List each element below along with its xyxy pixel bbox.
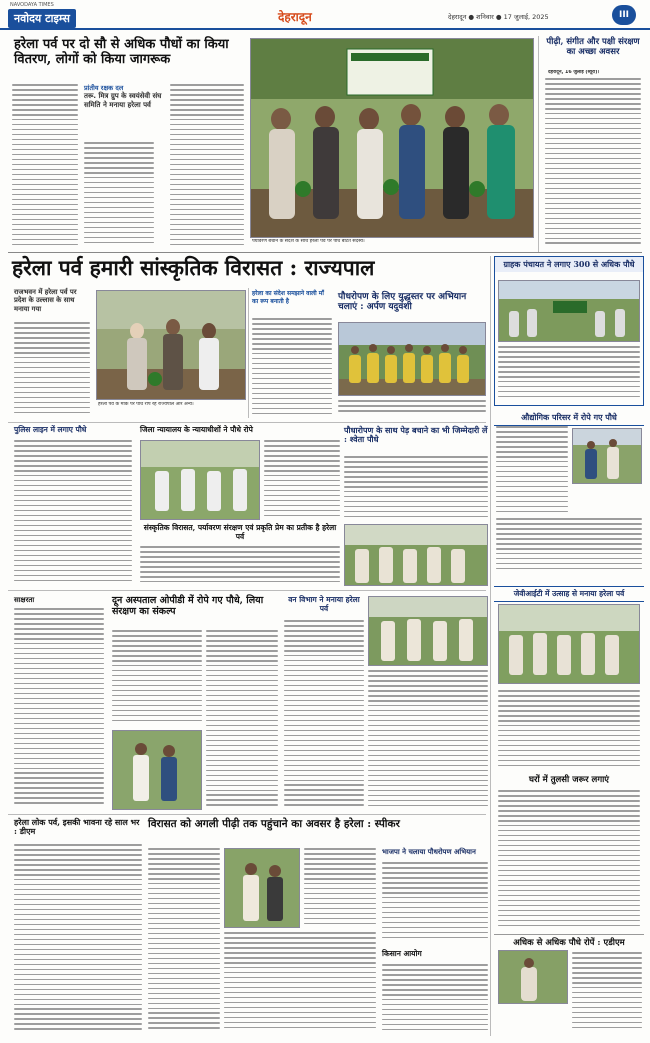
mid-rule [8, 422, 486, 423]
lead-col3 [252, 318, 332, 418]
right-box-1-body [498, 346, 640, 402]
lead-mid-kicker: हरेला का संदेश समझाने वाली माँ का रूप बनाती है [252, 290, 324, 305]
right-box-4-body [498, 790, 640, 930]
kishan-headline: किसान आयोग [382, 949, 422, 958]
harela-lok-headline: हरेला लोक पर्व, इसकी भावना रहे साल भर : डीएम [14, 817, 140, 837]
right-box-5-photo [498, 950, 568, 1004]
edition-title: देहरादून [278, 10, 312, 24]
kishan-body [382, 964, 488, 1034]
right-box-4-title: घरों में तुलसी जरूर लगाएं [528, 775, 610, 785]
story1-caption: पर्यावरण बचाने के संदेश के साथ हरेला पर्व पर पौधे बांटते सदस्य। [252, 239, 365, 244]
sidebar-rule [490, 256, 491, 1036]
mid-rule-3 [8, 814, 486, 815]
lead-col1 [14, 322, 90, 418]
doon-photo [112, 730, 202, 810]
bhajpa-body [382, 862, 488, 946]
sub-body [338, 400, 486, 418]
right-box-5-body [572, 952, 642, 1032]
column-rule [538, 36, 539, 252]
jila-body [264, 440, 340, 520]
lead-col-rule [248, 288, 249, 418]
bhajpa-headline: भाजपा ने चलाया पौधरोपण अभियान [382, 847, 476, 856]
speaker-body-3 [304, 848, 376, 928]
story1-subhead-b: तरू. मित्र ग्रुप के स्वयंसेवी संघ समिति ने मनाया हरेला पर्व [84, 92, 162, 109]
right-box-2-title: औद्योगिक परिसर में रोपे गए पौधे [494, 410, 644, 426]
pledge-headline: पौधारोपण के साथ पेड़ बचाने का भी जिम्मेदारी लें : श्वेता पौधे [344, 425, 488, 445]
police-body [14, 440, 132, 584]
sub-photo [338, 322, 486, 396]
lead-photo [96, 290, 246, 400]
harela-lok-body [14, 844, 142, 1034]
police-headline: पुलिस लाइन में लगाए पौधे [14, 425, 87, 434]
story1-col2 [84, 142, 154, 248]
brand-subtitle: NAVODAYA TIMES [10, 2, 54, 8]
lead-caption: हरेला पर्व के मौके पर पौधे रोप रहे राज्यपाल और अन्य। [98, 402, 194, 407]
lead-bullet: राजभवन में हरेला पर्व पर प्रदेश के उल्लास के साथ मनाया गया [14, 288, 77, 313]
masthead [0, 0, 650, 30]
speaker-headline: विरासत को अगली पीढ़ी तक पहुंचाने का अवसर है हरेला : स्पीकर [148, 818, 400, 830]
story1-col3 [170, 84, 244, 248]
pledge-photo [344, 524, 488, 586]
story1-photo [250, 38, 534, 238]
vanvibhag-body-2 [368, 670, 488, 810]
story2-body [545, 78, 641, 250]
lead-headline: हरेला पर्व हमारी सांस्कृतिक विरासत : राज्यपाल [12, 255, 375, 280]
right-box-3-title: जेवीआईटी में उत्साह से मनाया हरेला पर्व [494, 586, 644, 602]
story1-subhead-a: प्रांतीय रक्षक दल [84, 84, 124, 92]
right-box-1-photo [498, 280, 640, 342]
vanvibhag-headline: वन विभाग ने मनाया हरेला पर्व [288, 595, 360, 613]
right-box-3-body [498, 690, 640, 770]
dateline: देहरादून ● शनिवार ● 17 जुलाई, 2025 [448, 13, 549, 21]
vanvibhag-photo [368, 596, 488, 666]
right-box-3-photo [498, 604, 640, 684]
jila-photo [140, 440, 260, 520]
speaker-body [148, 848, 220, 1034]
lead-subheadline: पौधरोपण के लिए युद्धस्तर पर अभियान चलाएं : अर्पण यदुवंशी [338, 292, 467, 313]
vanvibhag-body [284, 620, 364, 810]
pledge-body [344, 456, 488, 520]
sakshar-headline: साक्षरता [14, 595, 35, 604]
right-box-2-body-b [496, 518, 642, 572]
mid-rule-2 [8, 590, 486, 591]
jila-headline: जिला न्यायालय के न्यायाधीशों ने पौधे रोपे [140, 425, 253, 434]
doon-body-2 [206, 630, 278, 810]
story1-headline: हरेला पर्व पर दो सौ से अधिक पौधों का किया वितरण, लोगों को किया जागरूक [14, 37, 229, 67]
right-box-2-body-a [496, 426, 568, 516]
culture-headline: संस्कृतिक विरासत, पर्यावरण संरक्षण एवं प्रकृति प्रेम का प्रतीक है हरेला पर्व [143, 523, 337, 541]
page-number: III [612, 5, 636, 25]
story1-col1 [12, 84, 78, 248]
brand-logo: नवोदय टाइम्स [8, 9, 76, 28]
right-box-5-title: अधिक से अधिक पौधे रोपें : एडीएम [494, 934, 644, 950]
doon-body [112, 630, 202, 726]
right-box-2-photo [572, 428, 642, 484]
right-box-1-title: ग्राहक पंचायत ने लगाए 300 से अधिक पौधे [495, 257, 643, 272]
story2-headline: पीढ़ी, संगीत और पक्षी संरक्षण का अच्छा अवसर [546, 37, 640, 57]
section-rule [8, 252, 642, 253]
speaker-body-2 [224, 932, 376, 1034]
story2-dateline: देहरादून, 16 जुलाई (ब्यूरो)। [548, 70, 600, 75]
speaker-photo [224, 848, 300, 928]
culture-body [140, 546, 340, 586]
doon-headline: दून अस्पताल ओपीडी में रोपे गए पौधे, लिया संरक्षण का संकल्प [112, 595, 264, 617]
sakshar-body [14, 608, 104, 808]
